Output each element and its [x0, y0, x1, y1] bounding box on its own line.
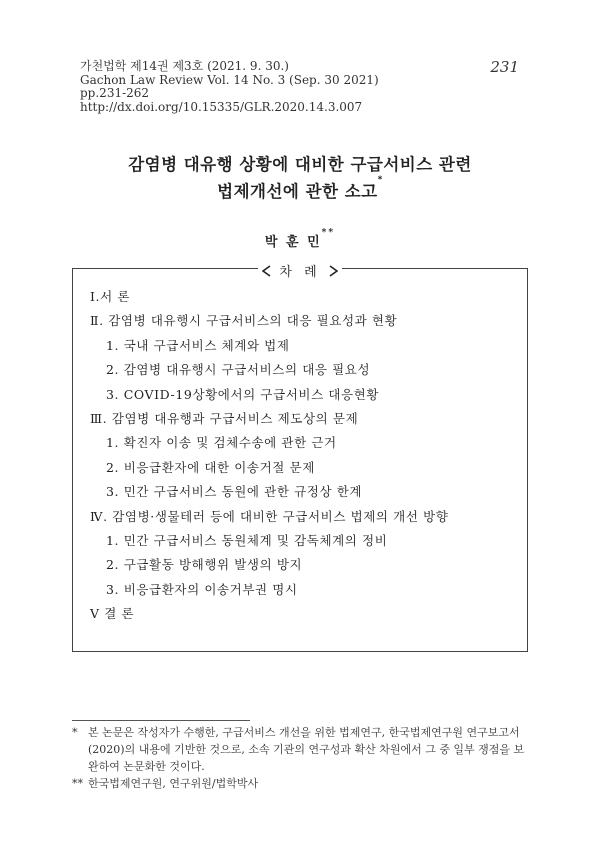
footnote-1-line2: (2020)의 내용에 기반한 것으로, 소속 기관의 연구성과 확산 차원에서 그 중 일부 쟁점을 보: [88, 743, 525, 756]
paper-title-text: 법제개선에 관한 소고: [217, 182, 378, 201]
author: [0, 228, 600, 250]
page-range: pp.231-262: [80, 86, 150, 100]
angle-left-icon: [262, 265, 271, 277]
toc-item[interactable]: 1. 국내 구급서비스 체계와 법제: [106, 337, 290, 353]
page-number: 231: [490, 58, 519, 76]
author-name: 박 훈 민: [264, 235, 322, 250]
toc-item[interactable]: 1. 확진자 이송 및 검체수송에 관한 근거: [106, 435, 337, 451]
toc-item[interactable]: 2. 비응급환자에 대한 이송거절 문제: [106, 459, 315, 475]
journal-name-kr: 가천법학 제14권 제3호 (2021. 9. 30.): [80, 59, 289, 73]
toc-item[interactable]: 2. 구급활동 방해행위 발생의 방지: [106, 557, 303, 573]
toc-item[interactable]: Ⅰ.서 론: [90, 289, 131, 304]
toc-item[interactable]: 3. 민간 구급서비스 동원에 관한 규정상 한계: [106, 484, 363, 500]
footnote-1-line3: 완하여 논문화한 것이다.: [88, 760, 205, 773]
toc-item[interactable]: 1. 민간 구급서비스 동원체계 및 감독체계의 정비: [106, 532, 388, 548]
author-footnote-mark: **: [321, 228, 336, 238]
footnote-2-text: 한국법제연구원, 연구위원/법학박사: [88, 777, 259, 790]
toc-item[interactable]: Ⅱ. 감염병 대유행시 구급서비스의 대응 필요성과 현황: [90, 313, 398, 329]
toc-item[interactable]: Ⅴ 결 론: [90, 606, 135, 622]
doi-link[interactable]: http://dx.doi.org/10.15335/GLR.2020.14.3.007: [80, 99, 363, 114]
footnote-divider: [72, 720, 250, 721]
journal-name-en: Gachon Law Review Vol. 14 No. 3 (Sep. 30 2021): [80, 72, 379, 87]
toc-heading: [258, 265, 342, 280]
footnote-1-line1: 본 논문은 작성자가 수행한, 구급서비스 개선을 위한 법제연구, 한국법제연구원 연구보고서: [88, 726, 520, 739]
toc-list: [90, 289, 448, 630]
paper-title-line1: 감염병 대유행 상황에 대비한 구급서비스 관련: [128, 155, 472, 174]
journal-header: [80, 60, 520, 114]
title-footnote-mark: *: [377, 175, 383, 185]
toc-item[interactable]: 2. 감염병 대유행시 구급서비스의 대응 필요성: [106, 362, 371, 378]
toc-item[interactable]: Ⅲ. 감염병 대유행과 구급서비스 제도상의 문제: [90, 410, 359, 426]
toc-item[interactable]: Ⅳ. 감염병·생물테러 등에 대비한 구급서비스 법제의 개선 방향: [90, 508, 449, 524]
toc-heading-text: 차 례: [279, 265, 321, 280]
toc-item[interactable]: 3. 비응급환자의 이송거부권 명시: [106, 581, 298, 597]
paper-title-line2: [0, 175, 600, 202]
footnote-1-mark: *: [72, 726, 78, 739]
angle-right-icon: [329, 265, 338, 277]
footnote-2: [72, 775, 532, 792]
toc-item[interactable]: 3. COVID-19상황에서의 구급서비스 대응현황: [106, 386, 380, 402]
footnote-1: [72, 724, 532, 775]
footnote-2-mark: **: [72, 777, 83, 790]
toc-label: [0, 261, 600, 280]
